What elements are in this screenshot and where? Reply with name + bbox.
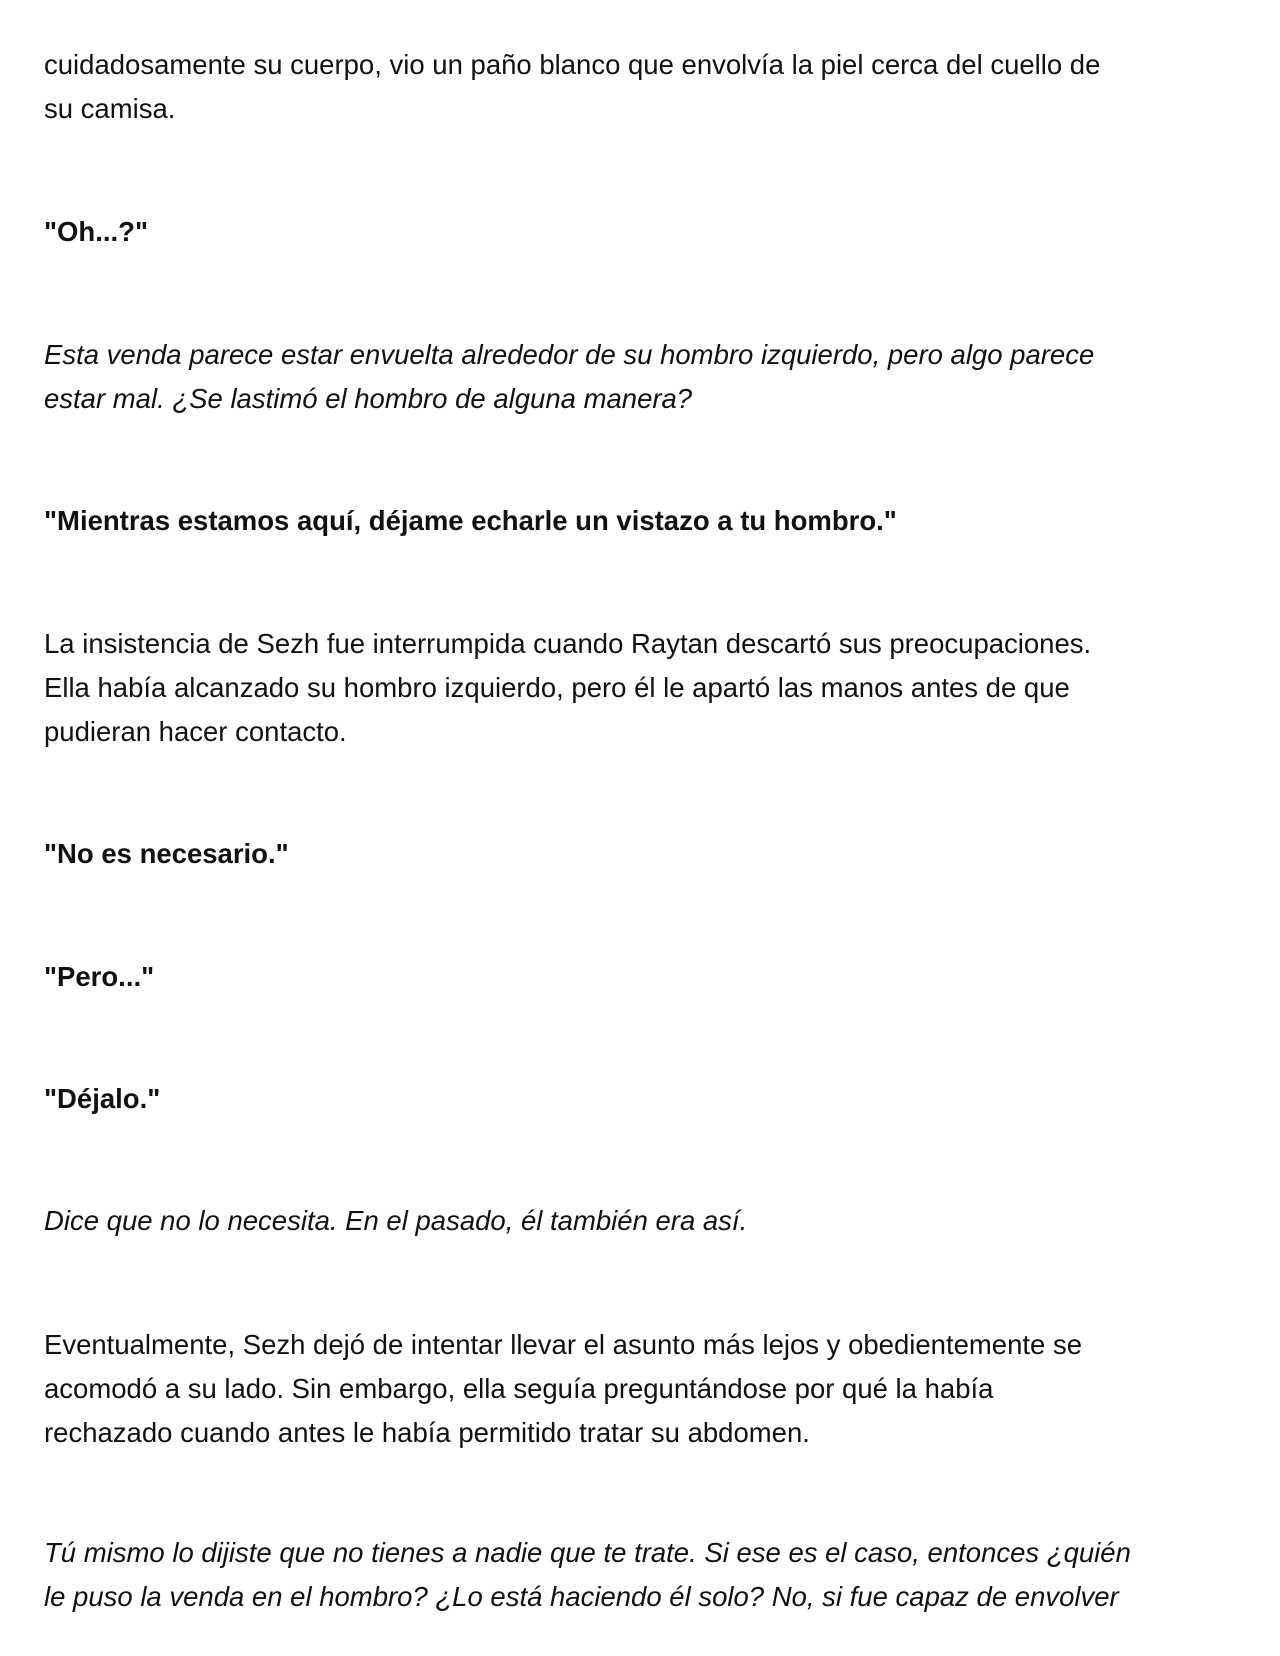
thought-paragraph [44, 1199, 1234, 1243]
text-line: Ella había alcanzado su hombro izquierdo, pero él le apartó las manos antes de que [44, 672, 1070, 703]
text-line: Tú mismo lo dijiste que no tienes a nadie que te trate. Si ese es el caso, entonces ¿quién [44, 1537, 1131, 1568]
text-line: acomodó a su lado. Sin embargo, ella seguía preguntándose por qué la había [44, 1373, 994, 1404]
text-line: cuidadosamente su cuerpo, vio un paño blanco que envolvía la piel cerca del cuello de [44, 49, 1101, 80]
text-line: le puso la venda en el hombro? ¿Lo está haciendo él solo? No, si fue capaz de envolver [44, 1581, 1119, 1612]
text-line: pudieran hacer contacto. [44, 716, 347, 747]
narration-paragraph [44, 1323, 1234, 1455]
text-line: "Oh...?" [44, 216, 148, 247]
text-line: "Mientras estamos aquí, déjame echarle un vistazo a tu hombro." [44, 505, 897, 536]
text-line: su camisa. [44, 93, 176, 124]
dialogue-paragraph [44, 955, 1234, 999]
text-line: rechazado cuando antes le había permitido tratar su abdomen. [44, 1417, 810, 1448]
text-line: "Pero..." [44, 961, 155, 992]
thought-paragraph [44, 333, 1234, 421]
text-line: Dice que no lo necesita. En el pasado, él también era así. [44, 1205, 748, 1236]
dialogue-paragraph [44, 1077, 1234, 1121]
text-line: Eventualmente, Sezh dejó de intentar llevar el asunto más lejos y obedientemente se [44, 1329, 1082, 1360]
dialogue-paragraph [44, 499, 1234, 543]
text-line: "No es necesario." [44, 838, 289, 869]
narration-paragraph [44, 622, 1234, 754]
dialogue-paragraph [44, 832, 1234, 876]
thought-paragraph [44, 1531, 1234, 1619]
text-line: La insistencia de Sezh fue interrumpida cuando Raytan descartó sus preocupaciones. [44, 628, 1092, 659]
narration-paragraph [44, 43, 1234, 131]
text-line: "Déjalo." [44, 1083, 161, 1114]
text-line: Esta venda parece estar envuelta alrededor de su hombro izquierdo, pero algo parece [44, 339, 1095, 370]
dialogue-paragraph [44, 210, 1234, 254]
text-line: estar mal. ¿Se lastimó el hombro de alguna manera? [44, 383, 693, 414]
